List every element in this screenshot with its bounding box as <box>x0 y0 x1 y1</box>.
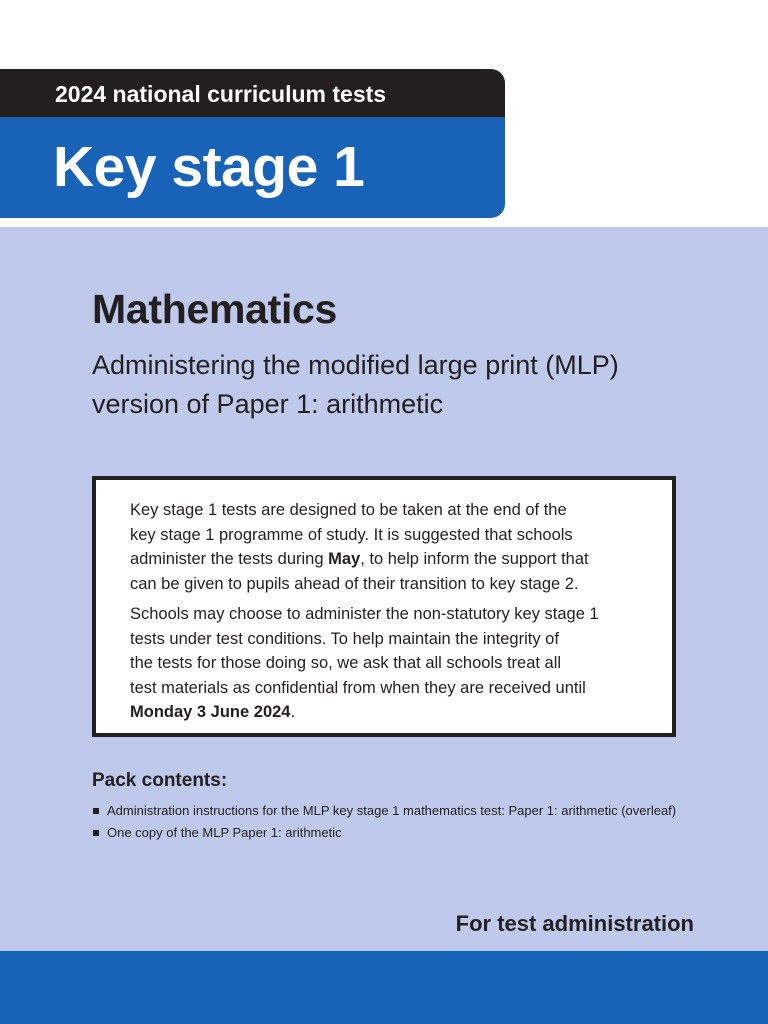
notice-line: Key stage 1 tests are designed to be taken at the end of the <box>130 501 567 519</box>
subject-subtitle <box>92 346 732 424</box>
notice-paragraph-2 <box>130 602 660 725</box>
subtitle-line: Administering the modified large print (MLP) <box>92 350 619 380</box>
notice-bold-date: Monday 3 June 2024 <box>130 703 291 721</box>
notice-line: Schools may choose to administer the non-statutory key stage 1 <box>130 605 599 623</box>
series-label: 2024 national curriculum tests <box>0 69 505 117</box>
notice-line <box>130 547 660 572</box>
notice-paragraph-1 <box>130 498 660 596</box>
list-item <box>92 822 676 844</box>
notice-line: tests under test conditions. To help maintain the integrity of <box>130 629 559 648</box>
header-tab <box>0 69 505 218</box>
notice-box <box>92 476 676 737</box>
notice-line <box>130 700 660 725</box>
stage-title: Key stage 1 <box>0 117 505 218</box>
notice-line: the tests for those doing so, we ask that all schools treat all <box>130 654 562 672</box>
square-bullet-icon <box>93 830 99 836</box>
subject-title: Mathematics <box>92 286 338 332</box>
list-item-text: One copy of the MLP Paper 1: arithmetic <box>107 825 342 840</box>
list-item-text: Administration instructions for the MLP key stage 1 mathematics test: Paper 1: arithmetic (overleaf) <box>107 803 677 818</box>
test-administration-label: For test administration <box>455 911 694 936</box>
notice-line: key stage 1 programme of study. It is suggested that schools <box>130 525 573 544</box>
notice-bold-month: May <box>328 550 361 568</box>
list-item <box>92 800 676 822</box>
footer-band <box>0 951 768 1024</box>
notice-text: , to help inform the support that <box>360 550 589 568</box>
pack-contents-list <box>92 800 676 844</box>
pack-contents-heading: Pack contents: <box>92 770 228 791</box>
notice-line: can be given to pupils ahead of their transition to key stage 2. <box>130 574 579 593</box>
notice-text: administer the tests during <box>130 550 329 568</box>
notice-text: . <box>290 703 296 721</box>
notice-line: test materials as confidential from when they are received until <box>130 678 586 697</box>
square-bullet-icon <box>93 808 99 814</box>
subtitle-line: version of Paper 1: arithmetic <box>92 389 444 419</box>
